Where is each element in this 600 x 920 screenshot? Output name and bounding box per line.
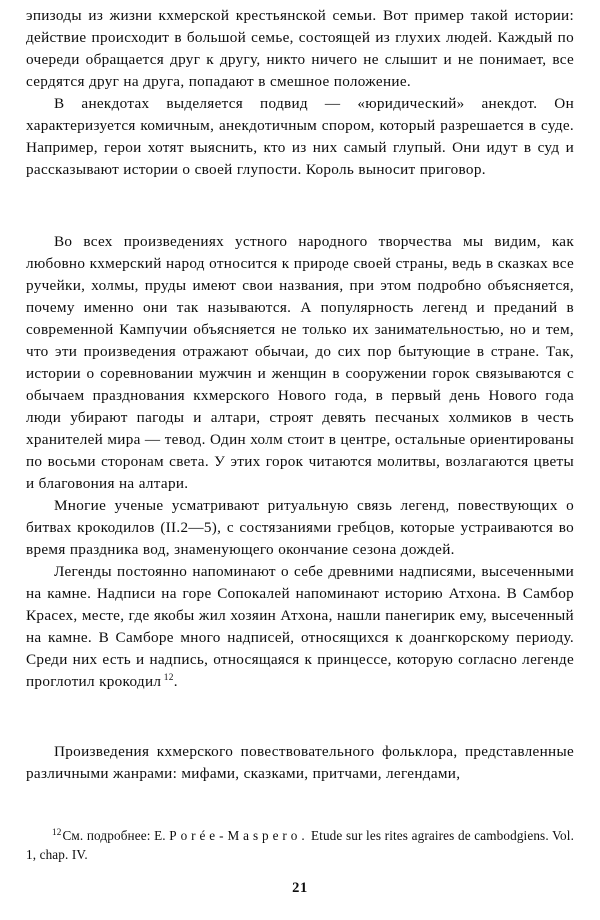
paragraph-crocodile-battles: Многие ученые усматривают ритуальную связь легенд, повествующих о битвах крокодилов (II.2—5), с состязаниями гребцов, которые устраиваются во время праздника вод, знаменующего окончание сезона дождей. <box>26 497 574 558</box>
paragraph-legends-text: Легенды постоянно напоминают о себе древними надписями, высеченными на камне. Надписи на горе Сопокалей напоминают историю Атхона. В Самбор Красех, месте, где якобы жил хозяин Атхона, нашли панегирик ему, высеченный на камне. В Самборе много надписей, относящихся к доангкорскому периоду. Среди них есть и надпись, относящаяся к принцессе, которую согласно легенде проглотил крокодил <box>26 563 574 690</box>
section-gap-lower <box>26 693 574 741</box>
footnote-lead-text: См. подробнее: E. <box>62 828 166 843</box>
paragraph-legends-inscriptions <box>26 561 574 693</box>
footnote-area <box>26 826 574 864</box>
main-text-column <box>26 5 574 785</box>
paragraph-continuation: эпизоды из жизни кхмерской крестьянской семьи. Вот пример такой истории: действие происходит в большой семье, состоящей из глухих людей. Каждый по очереди обращается друг к другу, никто ничего не слышит и не понимает, все сердятся друг на друга, попадают в смешное положение. <box>26 7 574 90</box>
footnote-citation-text: Etude sur les rites agraires de cambodgiens. Vol. 1, chap. IV. <box>26 828 574 862</box>
page-number: 21 <box>292 880 308 896</box>
paragraph-anecdotes: В анекдотах выделяется подвид — «юридический» анекдот. Он характеризуется комичным, анекдотичным спором, который разрешается в суде. Например, герои хотят выяснить, кто из них самый глупый. Они идут в суд и рассказывают истории о своей глупости. Король выносит приговор. <box>26 95 574 178</box>
footnote-entry <box>26 826 574 864</box>
footnote-number: 12 <box>52 826 62 837</box>
paragraph-legends-tail: . <box>173 673 178 690</box>
footnote-reference-marker[interactable]: 12 <box>163 672 174 683</box>
paragraph-folk-art-nature: Во всех произведениях устного народного творчества мы видим, как любовно кхмерский народ относится к природе своей страны, ведь в сказках все ручейки, холмы, пруды имеют свои названия, при этом подробно объясняется, почему именно они так называются. А популярность легенд и преданий в современной Кампучии объясняется не только их занимательностью, но и тем, что эти произведения отражают обычаи, до сих пор бытующие в стране. Так, истории о соревновании мужчин и женщин в сооружении горок связываются с обычаем празднования кхмерского Нового года, в первый день Нового года люди убирают пагоды и алтари, строят девять песчаных холмиков в честь хранителей мира — тевод. Один холм стоит в центре, остальные ориентированы по восьми сторонам света. У этих горок читаются молитвы, возлагаются цветы и благовония на алтари. <box>26 233 574 492</box>
paragraph-narrative-folklore: Произведения кхмерского повествовательного фольклора, представленные различными жанрами: мифами, сказками, притчами, легендами, <box>26 743 574 782</box>
section-gap-upper <box>26 181 574 231</box>
footnote-author-name: Porée-Maspero. <box>169 828 309 843</box>
